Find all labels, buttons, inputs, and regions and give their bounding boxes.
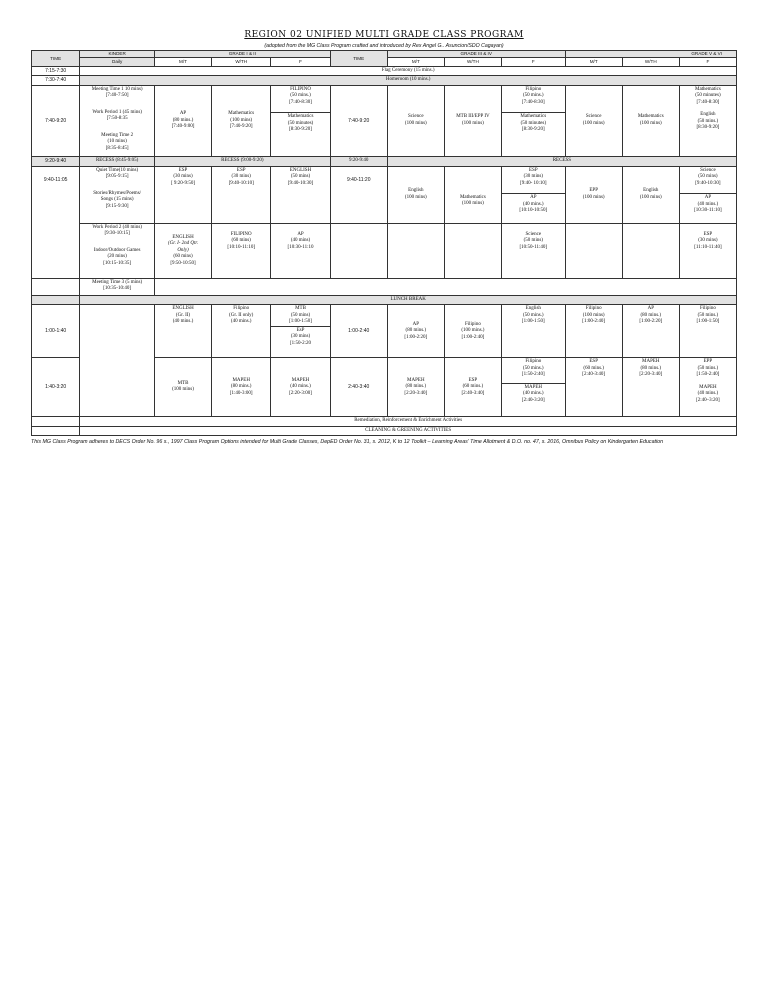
g56-f-esp bbox=[679, 223, 736, 278]
cell-line: (100 mins) bbox=[230, 117, 253, 123]
header-grade-3-4: GRADE III & IV bbox=[387, 51, 565, 58]
cell-line: (40 mins.) bbox=[523, 391, 544, 397]
cell-line: Work Period 2 (40 mins) bbox=[92, 224, 142, 230]
cell-line: [7:40-8:30] bbox=[696, 99, 720, 105]
cell-line: AP bbox=[412, 321, 420, 327]
cell-line: (Gr. II) bbox=[175, 312, 191, 318]
cell-line: EPP bbox=[703, 359, 713, 365]
kinder-afternoon-blank bbox=[80, 305, 155, 417]
g34-wth-filipino bbox=[444, 305, 501, 358]
cell-line: MAPEH bbox=[407, 377, 425, 383]
g34-mt-blank bbox=[387, 223, 444, 278]
g12-f-mapeh bbox=[271, 358, 330, 417]
cell-line: (40 mins.) bbox=[172, 319, 194, 325]
cell-line: (30 mins) bbox=[523, 174, 543, 180]
g12-f-mtb-esp bbox=[271, 305, 330, 358]
row-recess bbox=[32, 156, 737, 166]
cell-line: (80 mins.) bbox=[640, 365, 662, 371]
cell-line: [8:30-9:20] bbox=[289, 127, 312, 133]
cell-line: MAPEH bbox=[524, 384, 543, 390]
cell-divider bbox=[680, 193, 736, 194]
header-time: TIME bbox=[32, 51, 80, 67]
cell-line: (100 mins) bbox=[582, 194, 605, 200]
cleaning-greening-activities: CLEANING & GREENING ACTIVITIES bbox=[80, 426, 737, 436]
cell-line: (50 mins.) bbox=[523, 365, 544, 371]
g12-mt-esp bbox=[154, 166, 211, 223]
cell-line: [2:40-3:40] bbox=[582, 372, 606, 378]
g56-f-filipino bbox=[679, 305, 736, 358]
header-g56-mt: M/T bbox=[565, 57, 622, 66]
cell-line: ESP bbox=[589, 359, 598, 365]
header-grade-1-2: GRADE I & II bbox=[154, 51, 330, 58]
g34-wth-esp bbox=[444, 358, 501, 417]
g56-f-science-ap bbox=[679, 166, 736, 223]
cell-line: Meeting Time 3 (5 mins) bbox=[92, 279, 143, 285]
cell-line: [8:35-8:45] bbox=[105, 145, 129, 151]
cell-line: [2:20-3:00] bbox=[289, 390, 312, 396]
header-kinder: KINDER bbox=[80, 51, 155, 58]
g12-mt-ap bbox=[154, 85, 211, 156]
row-cleaning bbox=[32, 426, 737, 436]
cell-line: ESP bbox=[178, 167, 188, 173]
kinder-recess: RECESS (8:45-9:05) bbox=[80, 156, 155, 166]
cell-line: (60 mins) bbox=[231, 238, 251, 244]
g56-wth-mapeh bbox=[622, 358, 679, 417]
cell-line: (80 mins.) bbox=[405, 384, 427, 390]
g56-f-epp-mapeh bbox=[679, 358, 736, 417]
row-homeroom bbox=[32, 76, 737, 86]
g12-f-period-1 bbox=[271, 85, 330, 156]
cell-line: (40 mins.) bbox=[523, 201, 544, 207]
header-g56-f: F bbox=[679, 57, 736, 66]
cell-line: (100 mins) bbox=[404, 120, 427, 126]
cell-line: (20 mins) bbox=[107, 254, 127, 260]
g12-mt-english-gr2 bbox=[154, 305, 211, 358]
header-g56-wth: W/TH bbox=[622, 57, 679, 66]
flag-ceremony: Flag Ceremony (15 mins.) bbox=[80, 66, 737, 76]
cell-line: (30 mins) bbox=[231, 174, 251, 180]
time-cell-2: 2:40-3:40 bbox=[330, 358, 387, 417]
recess: RECESS bbox=[387, 156, 736, 166]
g12-wth-math bbox=[212, 85, 271, 156]
cell-line: (50 mins.) bbox=[697, 365, 719, 371]
g12-wth-filipino-gr2 bbox=[212, 305, 271, 358]
cell-line: Songs (15 mins) bbox=[100, 197, 134, 203]
time-cell: 7:40-9:20 bbox=[32, 85, 80, 156]
cell-line: (100 mins) bbox=[639, 120, 662, 126]
cell-line: Mathematics bbox=[695, 86, 721, 92]
cell-line: [7:50-8:35 bbox=[106, 116, 128, 122]
cell-line: ENGLISH bbox=[172, 234, 194, 240]
cell-line: MTB bbox=[295, 306, 306, 312]
cell-line: [2:40-3:40] bbox=[461, 390, 485, 396]
time-cell: 7:15-7:30 bbox=[32, 66, 80, 76]
cell-line: Meeting Time 1 10 mins) bbox=[91, 86, 143, 92]
g56-wth-math bbox=[622, 85, 679, 156]
cell-line: (30 mins) bbox=[290, 334, 311, 340]
cell-line: Mathematics bbox=[287, 114, 314, 120]
cell-line: (50 mins.) bbox=[697, 312, 719, 318]
cell-line: Mathematics bbox=[637, 114, 664, 120]
cell-line: EsP bbox=[296, 327, 305, 333]
cell-line: FILIPINO bbox=[230, 231, 252, 237]
g34-f-period-1 bbox=[501, 85, 565, 156]
cell-line: [2:20-3:40] bbox=[404, 390, 428, 396]
class-program-table bbox=[31, 50, 737, 436]
time-cell: 9:20-9:40 bbox=[32, 156, 80, 166]
cell-line: (50 minutes) bbox=[695, 93, 721, 99]
g56-wth-blank bbox=[622, 223, 679, 278]
document-title: REGION 02 UNIFIED MULTI GRADE CLASS PROGRAM bbox=[244, 30, 524, 40]
cell-line: (10 mins) bbox=[107, 139, 127, 145]
row-period-2 bbox=[32, 166, 737, 223]
cell-line: (40 mins.) bbox=[290, 384, 311, 390]
g12-wth-filipino bbox=[212, 223, 271, 278]
cell-line: (60 mins.) bbox=[462, 384, 484, 390]
cell-line: (50 mins) bbox=[698, 174, 718, 180]
cell-line: (40 mins.) bbox=[697, 391, 719, 397]
cell-line: ESP bbox=[468, 377, 478, 383]
cell-line: Filipino bbox=[699, 306, 716, 312]
header-g12-f: F bbox=[271, 57, 330, 66]
cell-line: [10:10-11:10] bbox=[227, 244, 255, 250]
cell-line: Mathematics bbox=[459, 194, 486, 200]
cell-line: (40 mins.) bbox=[230, 319, 252, 325]
g56-f-period-1 bbox=[679, 85, 736, 156]
cell-line: [1:00-1:50] bbox=[696, 319, 720, 325]
g12-mt-mtb bbox=[154, 358, 211, 417]
g12-f-ap bbox=[271, 223, 330, 278]
header-g12-mt: M/T bbox=[154, 57, 211, 66]
cell-line: English bbox=[643, 188, 659, 194]
cell-line: Mathematics bbox=[228, 111, 255, 117]
row-lunch bbox=[32, 295, 737, 305]
cell-line: Filipino bbox=[525, 86, 542, 92]
time-cell-2: 9:40-11:20 bbox=[330, 166, 387, 223]
cell-line: Meeting Time 2 bbox=[101, 132, 134, 138]
header-g34-wth: W/TH bbox=[444, 57, 501, 66]
cell-line: (50 mins) bbox=[290, 174, 311, 180]
cell-line: Quiet Time(10 mins) bbox=[96, 167, 139, 173]
cell-line: English bbox=[408, 188, 424, 194]
cell-line: [9:40-10:30] bbox=[695, 180, 721, 186]
cell-line: (100 mins) bbox=[639, 194, 662, 200]
g56-mt-esp bbox=[565, 358, 622, 417]
document-subtitle: (adopted from the MG Class Program crafted and introduced by Rex Angel G.. Asuncion/SDO Cagayan) bbox=[264, 43, 504, 49]
g34-mt-science bbox=[387, 85, 444, 156]
cell-line: English bbox=[525, 306, 541, 312]
g34-wth-blank bbox=[444, 223, 501, 278]
row-afternoon-1 bbox=[32, 305, 737, 358]
cell-line: (100 mins) bbox=[462, 120, 484, 126]
cell-line: (50 mins.) bbox=[523, 93, 544, 99]
cell-line: [2:40-3:20] bbox=[521, 397, 545, 403]
g56-mt-science bbox=[565, 85, 622, 156]
cell-line: Filipino bbox=[585, 306, 602, 312]
cell-line: [10:30-11:10 bbox=[287, 244, 314, 250]
cell-line: [8:30-9:20] bbox=[696, 125, 720, 131]
policy-footnote: This MG Class Program adheres to DECS Order No. 96 s., 1997 Class Program Options intended for Multi Grade Classes, DepED Order No. 31, s. 2012, K to 12 Toolkit – Learning Areas’ Time Allotment & D.O. no. 47, s. 2016, Omnibus Policy on Kindergarten Education bbox=[31, 439, 664, 445]
time-cell-blank bbox=[32, 278, 80, 295]
cell-line: [7:40-9:20] bbox=[229, 124, 253, 130]
cell-line: ESP bbox=[528, 167, 538, 173]
g34-f-science bbox=[501, 223, 565, 278]
cell-line: (50 mins.) bbox=[290, 93, 311, 99]
g12-recess: RECESS (9:00-9:20) bbox=[154, 156, 330, 166]
g34-mt-english bbox=[387, 166, 444, 223]
cell-line: [9:40- 10:10] bbox=[520, 180, 547, 186]
header-row-grades bbox=[32, 51, 737, 58]
cell-line: (100 mins) bbox=[172, 387, 194, 393]
cell-line: (50 mins.) bbox=[697, 118, 719, 124]
cell-divider bbox=[271, 112, 329, 113]
cell-line: MAPEH bbox=[291, 377, 310, 383]
cell-line: AP bbox=[647, 306, 654, 312]
cell-line: (50 minutes) bbox=[287, 120, 314, 126]
cell-line: AP bbox=[704, 195, 712, 201]
cell-line: (100 mins) bbox=[462, 201, 484, 207]
cell-line: (40 mins) bbox=[290, 238, 311, 244]
cell-line: Science bbox=[700, 167, 716, 173]
cell-divider bbox=[502, 383, 565, 384]
cell-line: (80 mins.) bbox=[640, 312, 662, 318]
cell-line: ENGLISH bbox=[172, 306, 194, 312]
cell-line: [10:30-11:10] bbox=[694, 208, 722, 214]
kinder-work-period-2 bbox=[80, 223, 155, 278]
g34-f-filipino-mapeh bbox=[501, 358, 565, 417]
cell-line: [9:40-10:30] bbox=[287, 180, 314, 186]
cell-line: [10:35-10:40] bbox=[103, 286, 132, 292]
cell-line: Indoor/Outdoor Games bbox=[93, 247, 141, 253]
row-meeting-3 bbox=[32, 278, 737, 295]
row-remediation bbox=[32, 417, 737, 427]
time-cell: 1:00-1:40 bbox=[32, 305, 80, 358]
time-cell: 7:30-7:40 bbox=[32, 76, 80, 86]
cell-line: (50 mins) bbox=[523, 238, 543, 244]
time-cell: 1:40-3:20 bbox=[32, 358, 80, 417]
cell-line: Mathematics bbox=[520, 114, 547, 120]
cell-line: Science bbox=[525, 231, 542, 237]
time-cell-blank bbox=[32, 417, 80, 427]
homeroom: Homeroom (10 mins.) bbox=[80, 76, 737, 86]
cell-line: [9:05-9:15] bbox=[105, 174, 129, 180]
cell-line: [9:30-10:15] bbox=[104, 231, 130, 237]
cell-line: [2:40–3:20] bbox=[696, 397, 720, 403]
g12-f-english bbox=[271, 166, 330, 223]
cell-line: [7:40-8:30] bbox=[521, 99, 545, 105]
cell-line: [8:30-9:20] bbox=[521, 127, 545, 133]
g34-f-esp-ap bbox=[501, 166, 565, 223]
kinder-period-1 bbox=[80, 85, 155, 156]
cell-line: (50 mins.) bbox=[523, 312, 544, 318]
cell-line: [1:50-2:40] bbox=[696, 372, 720, 378]
cell-line: [7:40-8:30] bbox=[289, 99, 312, 105]
header-grade-5-6: GRADE V & VI bbox=[565, 51, 736, 58]
g56-wth-ap bbox=[622, 305, 679, 358]
header-time-2: TIME bbox=[330, 51, 387, 67]
g12-wth-mapeh bbox=[212, 358, 271, 417]
cell-line: (80 mins.) bbox=[405, 328, 427, 334]
g12-wth-esp bbox=[212, 166, 271, 223]
cell-line: [10:10-10:50] bbox=[519, 208, 548, 214]
cell-line: AP bbox=[179, 111, 187, 117]
row-flag-ceremony bbox=[32, 66, 737, 76]
cell-line: [10:15-10:35] bbox=[103, 260, 132, 266]
cell-line: Only) bbox=[177, 247, 189, 253]
cell-line: (Gr. II only) bbox=[229, 312, 254, 318]
time-cell-2: 1:00-2:40 bbox=[330, 305, 387, 358]
cell-line: [1:00-1:50] bbox=[289, 319, 312, 325]
header-g34-mt: M/T bbox=[387, 57, 444, 66]
cell-line: Filipino bbox=[525, 359, 542, 365]
g34-mt-mapeh bbox=[387, 358, 444, 417]
cell-line: ENGLISH bbox=[289, 167, 312, 173]
cell-line: MTB III/EPP IV bbox=[456, 114, 490, 120]
g56-mt-epp bbox=[565, 166, 622, 223]
cell-line: MAPEH bbox=[699, 384, 717, 390]
cell-line: [1:50-2:40] bbox=[521, 372, 545, 378]
time-cell-2: 7:40-9:20 bbox=[330, 85, 387, 156]
cell-line: [11:10-11:40] bbox=[694, 244, 722, 250]
cell-line: (30 mins) bbox=[698, 238, 718, 244]
cell-line: (80 mins.) bbox=[230, 384, 252, 390]
cell-line: AP bbox=[530, 195, 537, 201]
cell-line: [7:40-9:00] bbox=[171, 124, 195, 130]
cell-line: (30 mins) bbox=[173, 174, 193, 180]
time-cell-2-blank bbox=[330, 223, 387, 278]
cell-line: (60 mins) bbox=[173, 254, 193, 260]
cell-line: (100 mins) bbox=[582, 120, 605, 126]
cell-line: MTB bbox=[177, 380, 189, 386]
cell-line: [2:20-3:40] bbox=[639, 372, 663, 378]
cell-line: [ 9:20-9:50] bbox=[171, 180, 196, 186]
kinder-meeting-3 bbox=[80, 278, 155, 295]
cell-divider bbox=[271, 326, 329, 327]
cell-line: FILIPINO bbox=[290, 86, 311, 92]
kinder-quiet-time bbox=[80, 166, 155, 223]
cell-line: [1:00-1:50] bbox=[521, 319, 545, 325]
cell-line: [1:00-2:20] bbox=[404, 334, 428, 340]
cell-line: English bbox=[700, 112, 716, 118]
g34-mt-ap bbox=[387, 305, 444, 358]
cell-line: [7:40-7:50] bbox=[105, 93, 129, 99]
time-cell-2: 9:20-9:40 bbox=[330, 156, 387, 166]
cell-line: Filipino bbox=[464, 321, 481, 327]
cell-line: [1:00-2:40] bbox=[461, 334, 485, 340]
cell-line: EPP bbox=[589, 188, 598, 194]
g12-mt-english bbox=[154, 223, 211, 278]
cell-line: (Gr. I- 2nd Qtr. bbox=[167, 241, 199, 247]
cell-line: (60 mins.) bbox=[583, 365, 604, 371]
cell-line: [9:15-9:30] bbox=[105, 203, 129, 209]
g34-wth-mtb bbox=[444, 85, 501, 156]
g56-wth-english bbox=[622, 166, 679, 223]
cell-line: (50 minutes) bbox=[520, 120, 546, 126]
cell-line: (100 mins) bbox=[404, 194, 427, 200]
g34-f-english bbox=[501, 305, 565, 358]
cell-line: Work Period 1 (45 mins) bbox=[92, 109, 142, 115]
cell-line: Stories/Rhymes/Poems/ bbox=[93, 190, 142, 196]
cell-line: (50 mins) bbox=[290, 312, 311, 318]
cell-line: (40 mins.) bbox=[697, 201, 719, 207]
cell-line: Science bbox=[408, 114, 424, 120]
cell-line: ESP bbox=[236, 167, 246, 173]
cell-line: [1:00-2:40] bbox=[582, 319, 606, 325]
cell-line: ESP bbox=[703, 231, 713, 237]
cell-line: [1:00-2:20] bbox=[639, 319, 663, 325]
remediation-activities: Remediation, Reinforcement & Enrichment Activities bbox=[80, 417, 737, 427]
cell-divider bbox=[502, 193, 565, 194]
header-g34-f: F bbox=[501, 57, 565, 66]
cell-line: MAPEH bbox=[232, 377, 250, 383]
cell-line: (100 mins) bbox=[582, 312, 605, 318]
time-cell-blank bbox=[32, 426, 80, 436]
time-cell-blank bbox=[32, 295, 80, 305]
cell-line: [9:50-10:50] bbox=[170, 260, 196, 266]
g34-wth-math bbox=[444, 166, 501, 223]
cell-line: Science bbox=[585, 114, 602, 120]
header-g12-wth: W/TH bbox=[212, 57, 271, 66]
cell-line: AP bbox=[297, 231, 304, 237]
cell-line: (80 mins.) bbox=[172, 117, 194, 123]
cell-line: MAPEH bbox=[642, 359, 660, 365]
cell-line: [1:50-2:20 bbox=[289, 340, 312, 346]
time-cell: 9:40-11:05 bbox=[32, 166, 80, 278]
cell-line: [1:40-3:00] bbox=[229, 390, 253, 396]
cell-divider bbox=[502, 112, 565, 113]
cell-line: [10:50-11:40] bbox=[519, 244, 548, 250]
g56-mt-blank bbox=[565, 223, 622, 278]
cell-line: (100 mins.) bbox=[461, 328, 485, 334]
row-period-1 bbox=[32, 85, 737, 156]
meeting-3-blank bbox=[154, 278, 736, 295]
g56-mt-filipino bbox=[565, 305, 622, 358]
row-period-2b bbox=[32, 223, 737, 278]
header-kinder-daily: Daily bbox=[80, 57, 155, 66]
lunch-break: LUNCH BREAK bbox=[80, 295, 737, 305]
cell-line: [9:40-10:10] bbox=[228, 180, 254, 186]
cell-line: Filipino bbox=[233, 306, 250, 312]
